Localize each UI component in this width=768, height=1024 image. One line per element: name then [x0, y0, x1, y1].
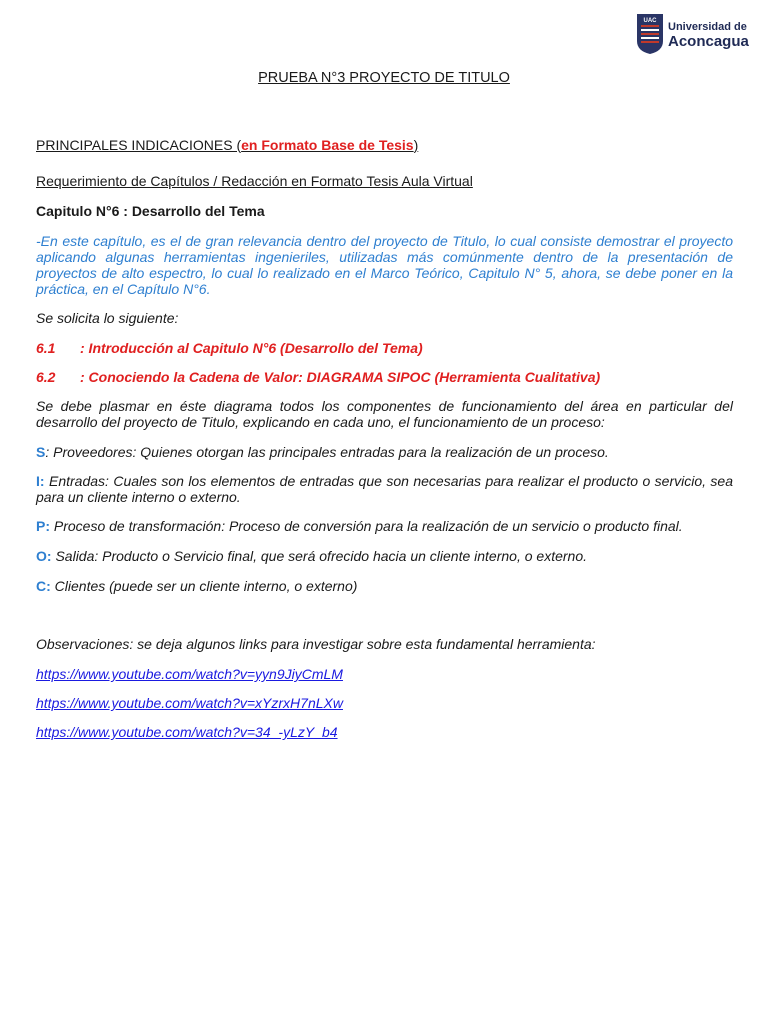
youtube-link-3[interactable]: https://www.youtube.com/watch?v=34_-yLzY_b4 [36, 724, 338, 740]
sipoc-p: P: Proceso de transformación: Proceso de conversión para la realización de un servicio o producto final. [36, 518, 683, 534]
diagram-paragraph: Se debe plasmar en éste diagrama todos los componentes de funcionamiento del área en particular del desarrollo del proyecto de Titulo, explicando en cada uno, el funcionamiento de un proceso: [36, 398, 733, 430]
sipoc-c: C: Clientes (puede ser un cliente interno, o externo) [36, 578, 358, 594]
item-6-1: 6.1 : Introducción al Capitulo N°6 (Desarrollo del Tema) [36, 340, 423, 356]
item-6-2: 6.2 : Conociendo la Cadena de Valor: DIAGRAMA SIPOC (Herramienta Cualitativa) [36, 369, 601, 385]
youtube-link-1[interactable]: https://www.youtube.com/watch?v=yyn9JiyCmLM [36, 666, 343, 682]
shield-icon [636, 13, 664, 55]
logo-line-2: Aconcagua [668, 32, 749, 50]
logo-line-1: Universidad de [668, 20, 747, 33]
indicaciones-heading: PRINCIPALES INDICACIONES (en Formato Base de Tesis) [36, 137, 419, 153]
university-logo [636, 12, 752, 56]
intro-paragraph: -En este capítulo, es el de gran relevancia dentro del proyecto de Titulo, lo cual consiste demostrar el proyecto aplicando algunas herramientas ingenieriles, utilizadas más comúnmente dentro de la presentación de proyectos de alto espectro, lo cual lo realizado en el Marco Teórico, Capitulo N° 5, ahora, se debe poner en la práctica, en el Capítulo N°6. [36, 233, 733, 297]
svg-text:UAC: UAC [643, 18, 657, 24]
observaciones-line: Observaciones: se deja algunos links para investigar sobre esta fundamental herramienta: [36, 636, 596, 652]
page-title: PRUEBA N°3 PROYECTO DE TITULO [258, 70, 510, 86]
capitulo-heading: Capitulo N°6 : Desarrollo del Tema [36, 203, 265, 219]
solicita-line: Se solicita lo siguiente: [36, 310, 179, 326]
youtube-link-2[interactable]: https://www.youtube.com/watch?v=xYzrxH7nLXw [36, 695, 343, 711]
indicaciones-highlight: en Formato Base de Tesis [241, 137, 414, 153]
sipoc-i: I: Entradas: Cuales son los elementos de entradas que son necesarias para realizar el producto o servicio, sea para un cliente interno o externo. [36, 473, 733, 505]
sipoc-o: O: Salida: Producto o Servicio final, que será ofrecido hacia un cliente interno, o externo. [36, 548, 587, 564]
sipoc-s: S: Proveedores: Quienes otorgan las principales entradas para la realización de un proceso. [36, 444, 609, 460]
requerimiento-line: Requerimiento de Capítulos / Redacción en Formato Tesis Aula Virtual [36, 173, 473, 189]
